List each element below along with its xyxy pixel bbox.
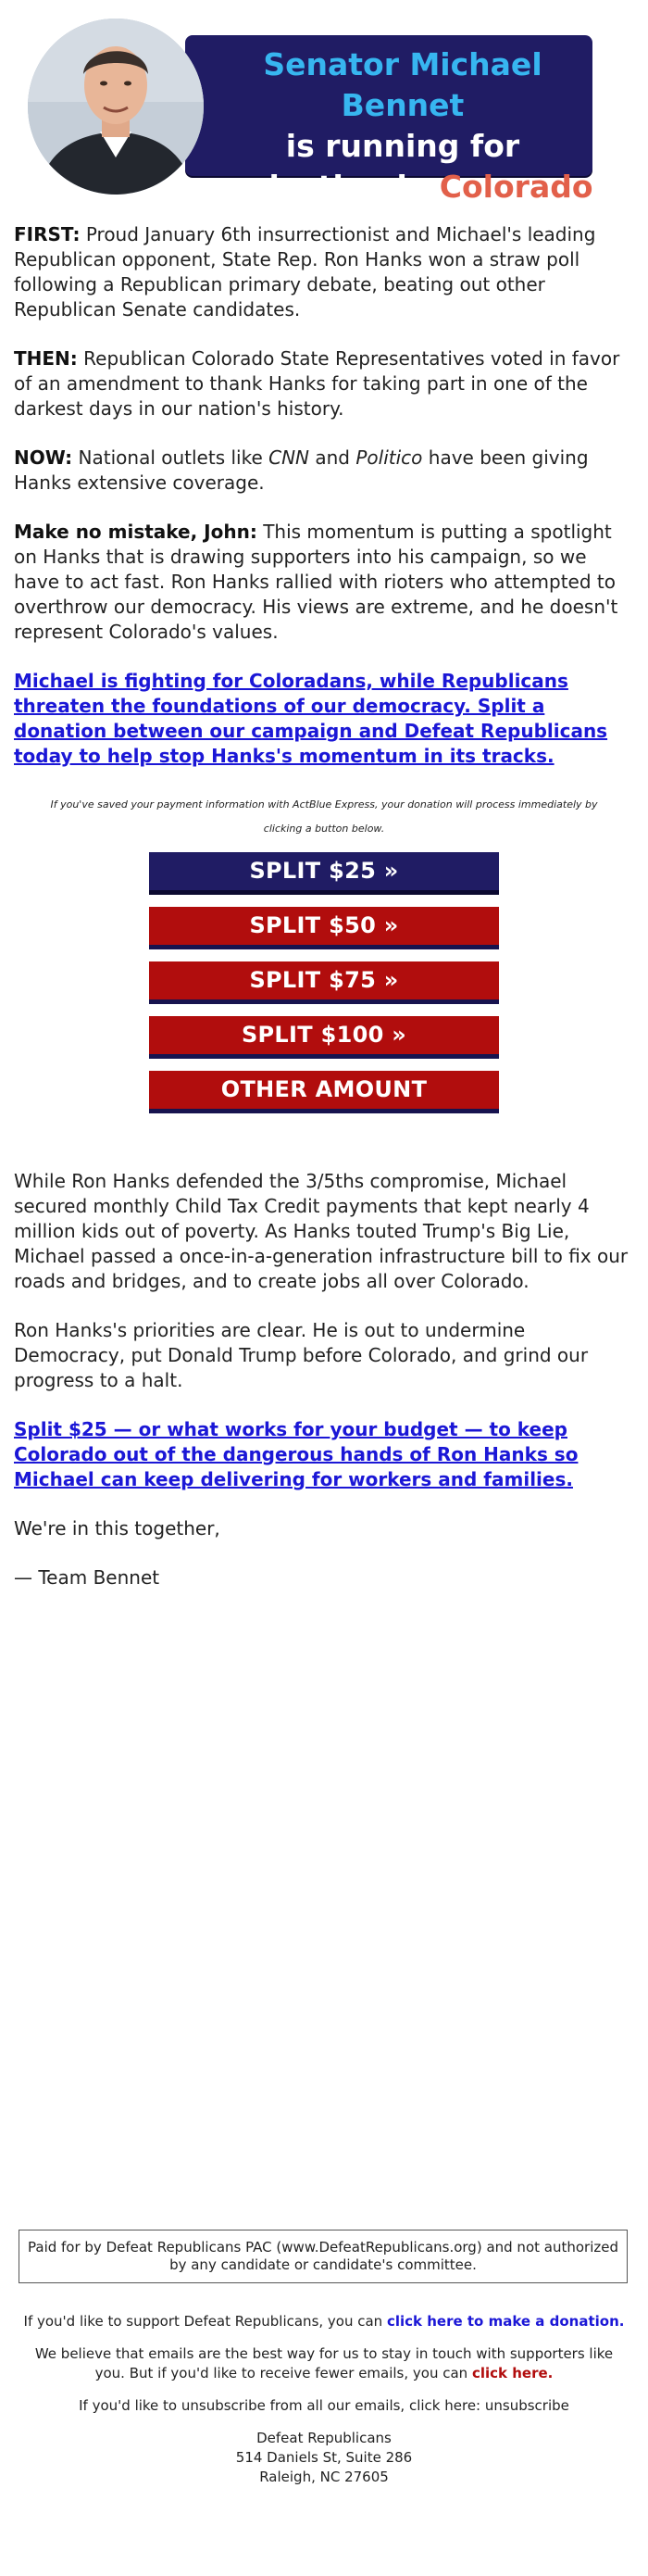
email-body <box>14 222 634 1615</box>
paragraph-now <box>14 446 634 496</box>
paragraph-together: We're in this together, <box>14 1517 220 1539</box>
org-name: Defeat Republicans <box>256 2430 392 2446</box>
paragraph-cta-2 <box>14 1417 634 1492</box>
unsubscribe-line[interactable]: If you'd like to unsubscribe from all our emails, click here: unsubscribe <box>79 2397 569 2414</box>
paragraph-after-1: While Ron Hanks defended the 3/5ths compromise, Michael secured monthly Child Tax Credit payments that kept nearly 4 million kids out of poverty. As Hanks touted Trump's Big Lie, Michael passed a once-in-a-generation infrastructure bill to fix our roads and bridges, and to create jobs all over Colorado. <box>14 1170 629 1292</box>
fewer-emails-line <box>19 2344 629 2383</box>
donate-link-1[interactable]: Michael is fighting for Coloradans, while Republicans threaten the foundations of our democracy. Split a donation between our campaign and Defeat Republicans today to help stop Hanks's momentum in its tracks. <box>14 670 608 767</box>
split-50-button[interactable]: SPLIT $50 » <box>149 907 499 949</box>
now-label: NOW: <box>14 446 73 469</box>
email-footer <box>19 2312 629 2487</box>
donation-buttons <box>14 852 634 1113</box>
now-text-2: have been giving Hanks extensive coverage. <box>14 446 589 494</box>
header-banner <box>28 19 613 205</box>
paragraph-mistake <box>14 520 634 645</box>
mistake-label: Make no mistake, John: <box>14 521 257 543</box>
now-text-1: National outlets like <box>72 446 269 469</box>
banner-line-3 <box>208 167 597 207</box>
first-label: FIRST: <box>14 223 81 245</box>
other-amount-button[interactable]: OTHER AMOUNT <box>149 1071 499 1113</box>
paragraph-first <box>14 222 634 322</box>
split-100-button[interactable]: SPLIT $100 » <box>149 1016 499 1059</box>
now-politico: Politico <box>355 446 423 469</box>
split-75-button[interactable]: SPLIT $75 » <box>149 961 499 1004</box>
paragraph-then <box>14 346 634 421</box>
then-text: Republican Colorado State Representatives voted in favor of an amendment to thank Hanks for taking part in one of the darkest days in our nation's history. <box>14 347 620 420</box>
make-donation-link[interactable]: click here to make a donation. <box>386 2313 625 2330</box>
org-city: Raleigh, NC 27605 <box>259 2469 389 2485</box>
banner-headline <box>208 44 597 207</box>
mistake-text: This momentum is putting a spotlight on Hanks that is drawing supporters into his campaign, so we have to act fast. Ron Hanks rallied with rioters who attempted to overthrow our democracy. His views are extreme, and he doesn't represent Colorado's values. <box>14 521 618 643</box>
now-cnn: CNN <box>268 446 310 469</box>
paid-for-disclaimer: Paid for by Defeat Republicans PAC (www.DefeatRepublicans.org) and not authorized by any candidate or candidate's committee. <box>19 2230 628 2283</box>
paragraph-after-2: Ron Hanks's priorities are clear. He is out to undermine Democracy, put Donald Trump before Colorado, and grind our progress to a halt. <box>14 1319 589 1391</box>
signoff: — Team Bennet <box>14 1566 160 1589</box>
donate-link-2[interactable]: Split $25 — or what works for your budget — to keep Colorado out of the dangerous hands of Ron Hanks so Michael can keep delivering for workers and families. <box>14 1418 579 1490</box>
banner-line-1: Senator Michael Bennet <box>263 46 542 123</box>
actblue-express-note: If you've saved your payment information with ActBlue Express, your donation will process immediately by clicking a button below. <box>50 798 598 835</box>
support-prefix: If you'd like to support Defeat Republicans, you can <box>23 2313 387 2330</box>
fewer-emails-link[interactable]: click here. <box>471 2365 554 2381</box>
support-line <box>19 2312 629 2331</box>
fewer-emails-text: We believe that emails are the best way for us to stay in touch with supporters like you. But if you'd like to receive fewer emails, you can <box>34 2345 614 2381</box>
first-text: Proud January 6th insurrectionist and Michael's leading Republican opponent, State Rep. Ron Hanks won a straw poll following a Republican primary debate, beating out other Republican Senate candidates. <box>14 223 596 320</box>
banner-line-2: is running for <box>285 128 520 164</box>
split-25-button[interactable]: SPLIT $25 » <box>149 852 499 895</box>
now-and: and <box>309 446 356 469</box>
then-label: THEN: <box>14 347 78 370</box>
banner-line-3-prefix: reelection in <box>212 169 440 205</box>
org-street: 514 Daniels St, Suite 286 <box>235 2449 413 2466</box>
banner-line-3-highlight: Colorado <box>439 169 593 205</box>
paragraph-cta-1 <box>14 669 634 769</box>
senator-portrait-icon <box>28 19 204 195</box>
